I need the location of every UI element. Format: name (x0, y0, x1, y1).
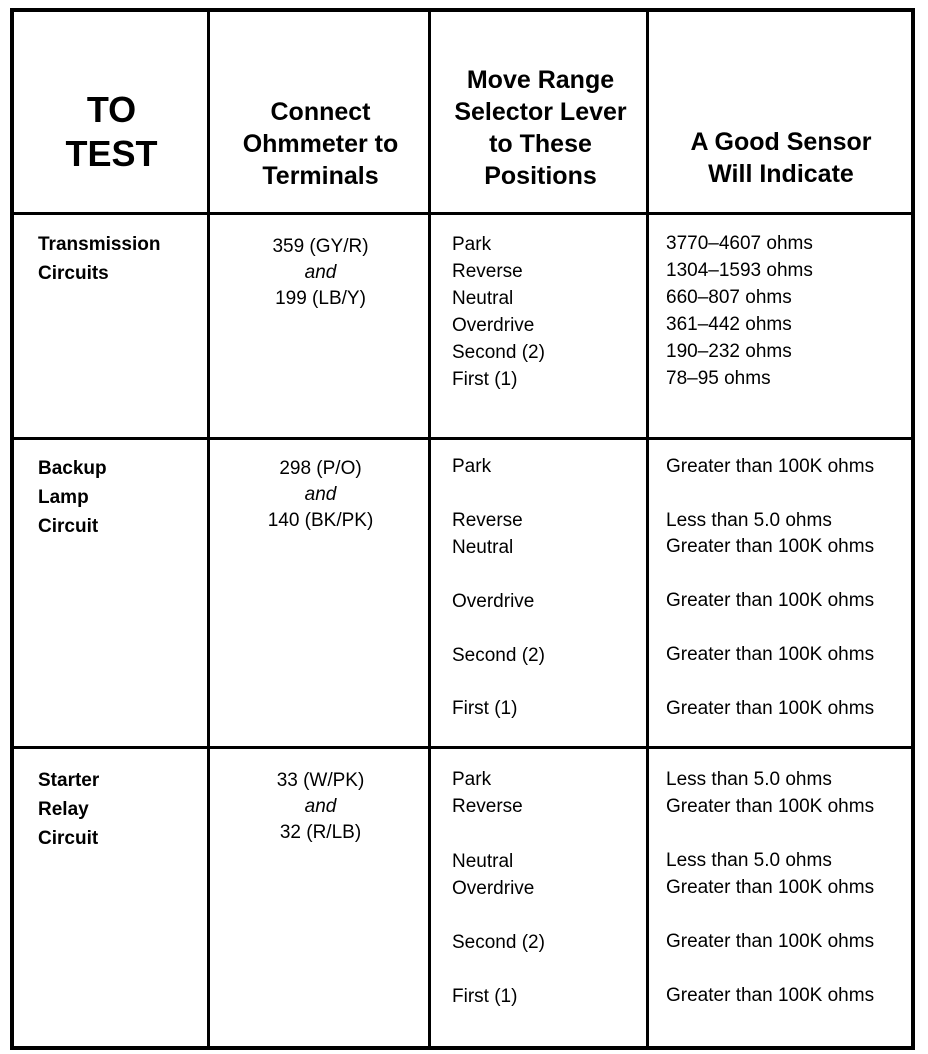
reading-item: Greater than 100K ohms (666, 456, 875, 477)
position-item: Second (2) (452, 932, 545, 953)
reading-item: Less than 5.0 ohms (666, 850, 832, 871)
position-item: First (1) (452, 369, 518, 390)
reading-item: Greater than 100K ohms (666, 877, 875, 898)
reading-item: 660–807 ohms (666, 287, 792, 308)
position-item: Reverse (452, 261, 523, 282)
position-item: Neutral (452, 288, 514, 309)
terminals-starter-relay: 33 (W/PK) and 32 (R/LB) (276, 770, 365, 843)
position-item: Second (2) (452, 645, 545, 666)
reading-item: Greater than 100K ohms (666, 590, 875, 611)
header-connect-ohmmeter: Connect Ohmmeter to Terminals (242, 98, 399, 190)
test-label-starter-relay: Starter Relay Circuit (38, 770, 100, 849)
row-divider (14, 746, 911, 749)
position-item: Second (2) (452, 342, 545, 363)
reading-item: 361–442 ohms (666, 314, 792, 335)
header-good-sensor: A Good Sensor Will Indicate (690, 128, 872, 188)
test-label-transmission: Transmission Circuits (38, 234, 161, 284)
reading-item: Greater than 100K ohms (666, 536, 875, 557)
position-item: Park (452, 769, 492, 790)
reading-item: Greater than 100K ohms (666, 985, 875, 1006)
position-item: Overdrive (452, 878, 535, 899)
reading-item: Greater than 100K ohms (666, 931, 875, 952)
reading-item: Greater than 100K ohms (666, 796, 875, 817)
reading-item: Less than 5.0 ohms (666, 510, 832, 531)
positions-transmission (452, 231, 545, 393)
reading-item: 78–95 ohms (666, 368, 771, 389)
header-move-range-selector: Move Range Selector Lever to These Positions (454, 66, 627, 190)
test-label-backup-lamp: Backup Lamp Circuit (38, 458, 107, 537)
row-divider (14, 212, 911, 215)
reading-item: 190–232 ohms (666, 341, 792, 362)
position-item: Park (452, 456, 492, 477)
reading-item: 3770–4607 ohms (666, 233, 813, 254)
reading-item: 1304–1593 ohms (666, 260, 813, 281)
position-item: Reverse (452, 510, 523, 531)
position-item: Neutral (452, 537, 514, 558)
sensor-test-table (10, 8, 915, 1050)
reading-item: Greater than 100K ohms (666, 644, 875, 665)
header-to-test: TO TEST (65, 89, 158, 174)
terminals-transmission: 359 (GY/R) and 199 (LB/Y) (272, 236, 369, 309)
terminals-backup-lamp: 298 (P/O) and 140 (BK/PK) (267, 458, 374, 531)
position-item: Overdrive (452, 591, 535, 612)
reading-item: Greater than 100K ohms (666, 698, 875, 719)
position-item: Overdrive (452, 315, 535, 336)
position-item: Park (452, 234, 492, 255)
readings-transmission (666, 230, 813, 392)
position-item: First (1) (452, 698, 518, 719)
position-item: Reverse (452, 796, 523, 817)
row-divider (14, 437, 911, 440)
reading-item: Less than 5.0 ohms (666, 769, 832, 790)
position-item: Neutral (452, 851, 514, 872)
position-item: First (1) (452, 986, 518, 1007)
